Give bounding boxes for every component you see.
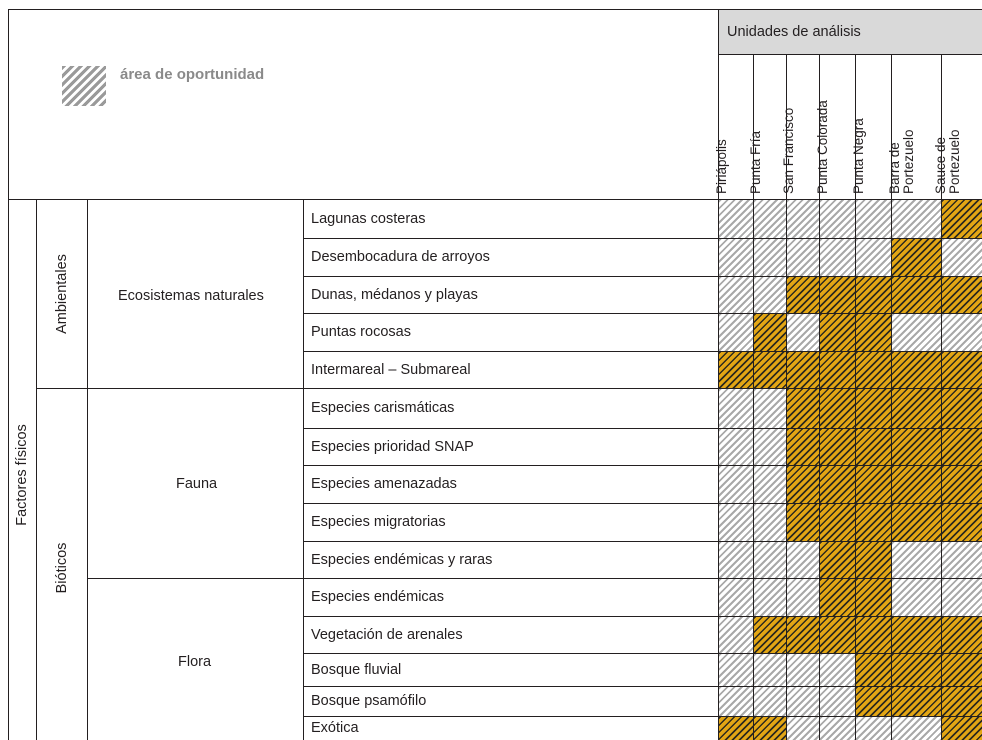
opportunity-cell	[787, 352, 819, 388]
column-header: Punta Fría	[747, 130, 763, 194]
opportunity-cell	[820, 277, 855, 313]
opportunity-cell	[942, 429, 982, 465]
opportunity-cell	[892, 429, 941, 465]
opportunity-cell	[856, 314, 891, 351]
row-label: Especies migratorias	[311, 514, 446, 530]
hatched-cell	[754, 654, 786, 686]
row-label: Bosque psamófilo	[311, 693, 427, 709]
opportunity-cell	[856, 466, 891, 503]
opportunity-cell	[787, 466, 819, 503]
opportunity-cell	[892, 277, 941, 313]
opportunity-cell	[820, 542, 855, 578]
hatched-cell	[942, 542, 982, 578]
row-label: Especies amenazadas	[311, 476, 457, 492]
hatched-cell	[856, 717, 891, 740]
ambientales-label: Ambientales	[53, 254, 70, 334]
opportunity-cell	[787, 504, 819, 541]
hatched-cell	[942, 579, 982, 616]
hatched-cell	[754, 389, 786, 428]
opportunity-cell	[942, 617, 982, 653]
row-label: Especies endémicas	[311, 589, 444, 605]
hatched-cell	[892, 542, 941, 578]
opportunity-cell	[892, 239, 941, 276]
frame-left	[8, 9, 9, 740]
hatched-cell	[719, 654, 753, 686]
col-sep-factores	[36, 199, 37, 740]
hatched-cell	[856, 239, 891, 276]
hatched-cell	[787, 687, 819, 716]
opportunity-cell	[892, 466, 941, 503]
column-header: Sauce de	[932, 136, 948, 194]
opportunity-cell	[942, 717, 982, 740]
column-header: Punta Colorada	[815, 100, 830, 194]
hatched-cell	[787, 579, 819, 616]
hatched-cell	[754, 542, 786, 578]
hatched-cell	[719, 200, 753, 238]
opportunity-cell	[856, 429, 891, 465]
opportunity-cell	[856, 579, 891, 616]
row-label: Bosque fluvial	[311, 661, 402, 678]
opportunity-cell	[942, 277, 982, 313]
opportunity-cell	[892, 389, 941, 428]
opportunity-cell	[856, 352, 891, 388]
hatched-cell	[787, 654, 819, 686]
column-header: Portezuelo	[946, 129, 962, 194]
units-divider	[718, 54, 982, 55]
opportunity-cell	[892, 617, 941, 653]
opportunity-cell	[820, 389, 855, 428]
row-label: Dunas, médanos y playas	[311, 286, 478, 303]
hatched-cell	[820, 687, 855, 716]
opportunity-cell	[856, 687, 891, 716]
row-label: Lagunas costeras	[311, 210, 426, 227]
column-header: Portezuelo	[901, 129, 916, 194]
opportunity-cell	[892, 687, 941, 716]
opportunity-cell	[856, 504, 891, 541]
frame-top	[8, 9, 982, 10]
hatched-cell	[719, 466, 753, 503]
units-header: Unidades de análisis	[727, 24, 861, 40]
hatched-cell	[787, 200, 819, 238]
hatched-cell	[754, 466, 786, 503]
opportunity-cell	[719, 352, 753, 388]
hatched-cell	[820, 654, 855, 686]
flora-label: Flora	[178, 654, 212, 670]
hatched-cell	[892, 314, 941, 351]
opportunity-cell	[820, 352, 855, 388]
hatched-cell	[719, 314, 753, 351]
opportunity-cell	[942, 687, 982, 716]
hatched-cell	[719, 617, 753, 653]
hatched-cell	[787, 717, 819, 740]
opportunity-cell	[787, 617, 819, 653]
hatched-cell	[719, 239, 753, 276]
hatched-cell	[942, 239, 982, 276]
bioticos-label: Bióticos	[53, 542, 70, 594]
opportunity-cell	[892, 654, 941, 686]
column-header: Punta Negra	[851, 118, 866, 194]
hatched-cell	[719, 504, 753, 541]
opportunity-cell	[820, 314, 855, 351]
opportunity-cell	[820, 504, 855, 541]
factores-label: Factores físicos	[13, 424, 30, 526]
hatched-cell	[754, 504, 786, 541]
opportunity-cell	[942, 466, 982, 503]
hatched-cell	[719, 429, 753, 465]
opportunity-cell	[754, 617, 786, 653]
opportunity-cell	[820, 579, 855, 616]
opportunity-cell	[719, 717, 753, 740]
opportunity-cell	[754, 717, 786, 740]
hatched-cell	[892, 200, 941, 238]
hatched-cell	[820, 717, 855, 740]
hatched-cell	[787, 542, 819, 578]
opportunity-cell	[787, 389, 819, 428]
column-header: San Francisco	[780, 107, 796, 194]
opportunity-cell	[820, 429, 855, 465]
hatched-cell	[754, 687, 786, 716]
opportunity-cell	[754, 314, 786, 351]
column-header: Piriápolis	[713, 139, 729, 194]
row-label: Especies prioridad SNAP	[311, 438, 474, 455]
hatched-cell	[719, 579, 753, 616]
hatched-cell	[754, 239, 786, 276]
hatched-cell	[754, 429, 786, 465]
hatched-cell	[754, 277, 786, 313]
opportunity-cell	[754, 352, 786, 388]
opportunity-cell	[820, 466, 855, 503]
row-label: Especies carismáticas	[311, 400, 455, 416]
opportunity-cell	[787, 429, 819, 465]
row-label: Intermareal – Submareal	[311, 361, 471, 378]
opportunity-cell	[892, 504, 941, 541]
opportunity-cell	[856, 654, 891, 686]
hatched-cell	[754, 200, 786, 238]
hatched-cell	[754, 579, 786, 616]
opportunity-cell	[942, 504, 982, 541]
col-sep-sub	[87, 199, 88, 740]
hatched-cell	[892, 717, 941, 740]
hatched-cell	[719, 277, 753, 313]
column-header: Barra de	[887, 142, 902, 194]
opportunity-cell	[892, 352, 941, 388]
ecosistemas-label: Ecosistemas naturales	[118, 288, 264, 304]
opportunity-cell	[942, 200, 982, 238]
legend-swatch	[62, 66, 106, 106]
row-label: Desembocadura de arroyos	[311, 249, 490, 265]
hatched-cell	[719, 389, 753, 428]
hatched-cell	[856, 200, 891, 238]
hatched-cell	[787, 314, 819, 351]
hatched-cell	[942, 314, 982, 351]
legend-label: área de oportunidad	[120, 66, 265, 83]
opportunity-cell	[787, 277, 819, 313]
opportunity-cell	[942, 654, 982, 686]
row-label: Exótica	[311, 720, 359, 736]
opportunity-cell	[856, 389, 891, 428]
opportunity-cell	[856, 617, 891, 653]
row-label: Vegetación de arenales	[311, 626, 463, 643]
opportunity-cell	[856, 542, 891, 578]
hatched-cell	[719, 542, 753, 578]
opportunity-cell	[820, 617, 855, 653]
hatched-cell	[787, 239, 819, 276]
fauna-label: Fauna	[176, 476, 218, 492]
hatched-cell	[719, 687, 753, 716]
col-sep-group	[303, 199, 304, 740]
opportunity-cell	[942, 389, 982, 428]
row-label: Puntas rocosas	[311, 324, 411, 340]
hatched-cell	[892, 579, 941, 616]
opportunity-cell	[856, 277, 891, 313]
hatched-cell	[820, 200, 855, 238]
hatched-cell	[820, 239, 855, 276]
row-label: Especies endémicas y raras	[311, 551, 493, 568]
opportunity-cell	[942, 352, 982, 388]
